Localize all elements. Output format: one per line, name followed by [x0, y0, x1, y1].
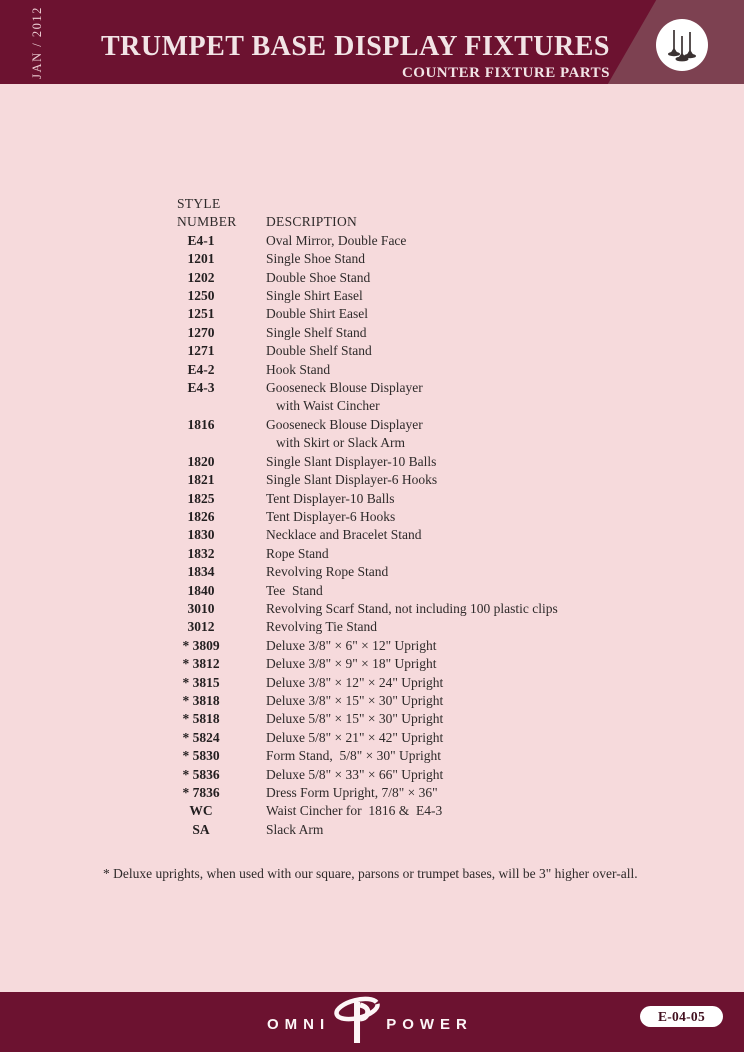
style-number: * 5824 — [182, 729, 220, 745]
table-row — [158, 710, 558, 728]
description: Dress Form Upright, 7/8" × 36" — [266, 785, 438, 800]
column-header-number: NUMBER — [177, 214, 237, 230]
column-header-style: STYLE — [177, 196, 221, 211]
description: Deluxe 3/8" × 9" × 18" Upright — [266, 656, 437, 672]
table-row — [158, 674, 558, 692]
table-row — [158, 305, 558, 323]
description-cell — [266, 269, 370, 287]
description-cell — [266, 710, 443, 728]
description-cell — [266, 379, 423, 416]
description: Deluxe 5/8" × 33" × 66" Upright — [266, 766, 444, 782]
table-row — [158, 582, 558, 600]
description: Deluxe 5/8" × 21" × 42" Upright — [266, 729, 444, 745]
table-row — [158, 802, 558, 820]
style-number: * 5830 — [182, 748, 220, 764]
column-header-description: DESCRIPTION — [266, 214, 358, 230]
description: Revolving Rope Stand — [266, 564, 389, 580]
description-cell — [266, 232, 406, 250]
description: Deluxe 3/8" × 6" × 12" Upright — [266, 637, 437, 653]
style-number: 3010 — [187, 600, 215, 616]
description-cell — [266, 361, 330, 379]
description-cell — [266, 729, 443, 747]
description-cell — [266, 526, 422, 544]
table-row — [158, 416, 558, 453]
issue-date — [8, 6, 66, 78]
style-number: E4-3 — [187, 380, 215, 396]
table-row — [158, 471, 558, 489]
style-number: 1251 — [187, 306, 215, 322]
description: Tent Displayer-10 Balls — [266, 490, 395, 506]
table-row — [158, 766, 558, 784]
description: Gooseneck Blouse Displayer — [266, 416, 423, 432]
table-row — [158, 618, 558, 636]
description: Deluxe 3/8" × 15" × 30" Upright — [266, 692, 444, 708]
page-footer — [0, 992, 744, 1052]
description-cell — [266, 305, 368, 323]
description-cell — [266, 250, 365, 268]
style-number: 1826 — [187, 508, 215, 524]
page-code-badge — [640, 1006, 723, 1027]
table-row — [158, 526, 558, 544]
table-row — [158, 232, 558, 250]
description: Double Shirt Easel — [266, 306, 368, 322]
table-body — [158, 232, 558, 839]
page-header — [0, 0, 744, 84]
footnote: * Deluxe uprights, when used with our square, parsons or trumpet bases, will be 3" higher over-all. — [103, 866, 638, 881]
description: Revolving Scarf Stand, not including 100 plastic clips — [266, 600, 558, 616]
style-number: E4-1 — [187, 232, 215, 248]
table-row — [158, 361, 558, 379]
description-cell — [266, 600, 558, 618]
table-row — [158, 250, 558, 268]
description: Hook Stand — [266, 361, 331, 377]
table-row — [158, 784, 558, 802]
style-number: * 3809 — [182, 637, 220, 653]
style-number: 1834 — [187, 564, 215, 580]
style-number: * 5836 — [182, 766, 220, 782]
description-continuation: with Skirt or Slack Arm — [276, 435, 405, 451]
description: Oval Mirror, Double Face — [266, 232, 407, 248]
table-row — [158, 324, 558, 342]
description-cell — [266, 618, 377, 636]
table-row — [158, 637, 558, 655]
table-row — [158, 269, 558, 287]
description: Waist Cincher for 1816 & E4-3 — [266, 803, 443, 819]
description: Deluxe 3/8" × 12" × 24" Upright — [266, 674, 444, 690]
description-cell — [266, 342, 372, 360]
style-number: 1825 — [187, 490, 215, 506]
table-row — [158, 508, 558, 526]
description-cell — [266, 674, 443, 692]
style-number: * 3818 — [182, 692, 220, 708]
brand-omni-label: OMNI — [267, 1016, 331, 1033]
page-subtitle: COUNTER FIXTURE PARTS — [401, 65, 610, 81]
style-number: 1201 — [187, 251, 215, 267]
table-row — [158, 379, 558, 416]
description-cell — [266, 490, 395, 508]
table-row — [158, 655, 558, 673]
description-cell — [266, 545, 329, 563]
description-cell — [266, 416, 423, 453]
description-cell — [266, 747, 441, 765]
description-cell — [266, 784, 438, 802]
description-cell — [266, 324, 367, 342]
style-number: * 3815 — [182, 674, 220, 690]
table-row — [158, 490, 558, 508]
style-number: 1840 — [187, 582, 215, 598]
table-row — [158, 692, 558, 710]
issue-date-label: JAN / 2012 — [29, 5, 44, 79]
description: Tee Stand — [266, 582, 323, 598]
description: Single Shirt Easel — [266, 288, 363, 304]
description: Necklace and Bracelet Stand — [266, 527, 422, 543]
description-cell — [266, 692, 443, 710]
description: Double Shoe Stand — [266, 269, 371, 285]
parts-table — [158, 195, 558, 839]
description-cell — [266, 821, 323, 839]
style-number: 3012 — [187, 619, 215, 635]
style-number: E4-2 — [187, 361, 215, 377]
description: Slack Arm — [266, 821, 324, 837]
description-cell — [266, 802, 442, 820]
style-number: * 5818 — [182, 711, 220, 727]
description: Single Slant Displayer-10 Balls — [266, 453, 437, 469]
description-cell — [266, 471, 437, 489]
description-cell — [266, 766, 443, 784]
description-cell — [266, 453, 436, 471]
style-number: * 7836 — [182, 785, 220, 800]
description: Single Shoe Stand — [266, 251, 366, 267]
style-number: 1832 — [187, 545, 215, 561]
description: Deluxe 5/8" × 15" × 30" Upright — [266, 711, 444, 727]
style-number: WC — [189, 803, 213, 819]
style-number: 1270 — [187, 324, 215, 340]
style-number: 1250 — [187, 288, 215, 304]
table-row — [158, 747, 558, 765]
style-number: 1816 — [187, 416, 215, 432]
description-cell — [266, 637, 437, 655]
style-number: * 3812 — [182, 656, 220, 672]
description: Tent Displayer-6 Hooks — [266, 508, 396, 524]
style-number: SA — [192, 821, 210, 837]
table-row — [158, 453, 558, 471]
style-number: 1820 — [187, 453, 215, 469]
table-row — [158, 287, 558, 305]
page-code-label: E-04-05 — [657, 1008, 706, 1024]
description-cell — [266, 655, 437, 673]
page-title: TRUMPET BASE DISPLAY FIXTURES — [100, 31, 610, 62]
table-row — [158, 821, 558, 839]
table-row — [158, 563, 558, 581]
brand-power-label: POWER — [386, 1016, 473, 1033]
table-row — [158, 545, 558, 563]
style-number: 1271 — [187, 343, 215, 359]
table-header — [158, 195, 558, 232]
description-cell — [266, 508, 395, 526]
description: Rope Stand — [266, 545, 329, 561]
omni-power-logo — [267, 995, 473, 1047]
style-number: 1202 — [187, 269, 215, 285]
table-row — [158, 729, 558, 747]
description-cell — [266, 563, 388, 581]
style-number: 1821 — [187, 472, 215, 488]
description: Gooseneck Blouse Displayer — [266, 380, 423, 396]
description: Single Slant Displayer-6 Hooks — [266, 472, 438, 488]
style-number: 1830 — [187, 527, 215, 543]
description: Double Shelf Stand — [266, 343, 372, 359]
description: Revolving Tie Stand — [266, 619, 378, 635]
description: Form Stand, 5/8" × 30" Upright — [266, 748, 442, 764]
table-row — [158, 342, 558, 360]
trumpet-stands-icon — [656, 19, 708, 71]
description-cell — [266, 582, 323, 600]
description: Single Shelf Stand — [266, 324, 367, 340]
omni-power-mark-icon — [332, 995, 384, 1047]
table-row — [158, 600, 558, 618]
description-continuation: with Waist Cincher — [276, 398, 380, 414]
title-block — [101, 31, 610, 82]
description-cell — [266, 287, 363, 305]
